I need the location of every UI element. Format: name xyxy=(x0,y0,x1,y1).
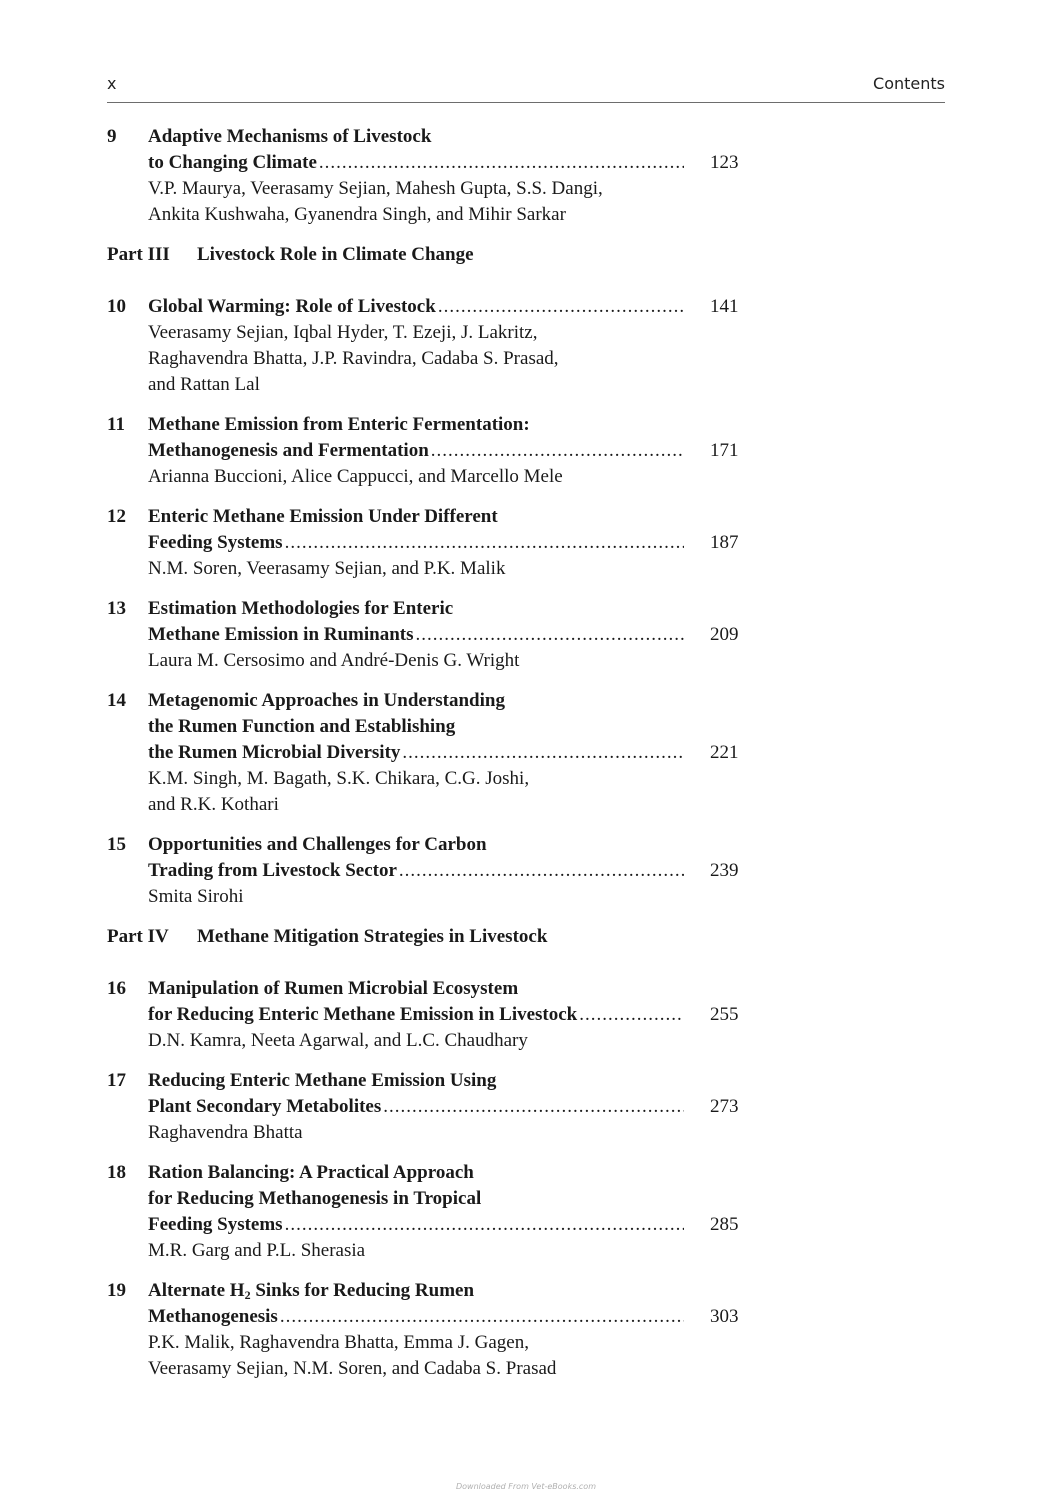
chapter-number: 12 xyxy=(107,506,126,527)
chapter-authors: D.N. Kamra, Neeta Agarwal, and L.C. Chaudhary xyxy=(148,1030,528,1051)
chapter-number: 17 xyxy=(107,1070,126,1091)
chapter-title-line: Metagenomic Approaches in Understanding xyxy=(148,690,505,711)
chapter-page: 303 xyxy=(710,1306,739,1327)
chapter-number: 16 xyxy=(107,978,126,999)
chapter-title-line: Estimation Methodologies for Enteric xyxy=(148,598,454,619)
dot-leader xyxy=(319,150,684,176)
chapter-authors: Laura M. Cersosimo and André-Denis G. Wright xyxy=(148,650,520,671)
part-label: Part IV xyxy=(107,926,169,947)
toc-entry-ch15 xyxy=(107,832,947,910)
dot-leader xyxy=(383,1094,684,1120)
toc-entry-ch12 xyxy=(107,504,947,582)
subscript: 2 xyxy=(244,1288,251,1302)
chapter-title-line: Adaptive Mechanisms of Livestock xyxy=(148,126,432,147)
chapter-title-line: Opportunities and Challenges for Carbon xyxy=(148,834,487,855)
chapter-authors: and Rattan Lal xyxy=(148,374,260,395)
toc-entry-ch14 xyxy=(107,688,947,818)
toc-entry-ch11 xyxy=(107,412,947,490)
toc-entry-ch18 xyxy=(107,1160,947,1264)
dot-leader xyxy=(416,622,684,648)
chapter-number: 18 xyxy=(107,1162,126,1183)
chapter-title-line: Global Warming: Role of Livestock xyxy=(148,296,436,317)
chapter-title-line: Ration Balancing: A Practical Approach xyxy=(148,1162,474,1183)
dot-leader xyxy=(402,740,684,766)
dot-leader xyxy=(431,438,684,464)
chapter-number: 19 xyxy=(107,1280,126,1301)
chapter-title-line: Feeding Systems xyxy=(148,1214,283,1235)
dot-leader xyxy=(438,294,684,320)
dot-leader xyxy=(579,1002,684,1028)
dot-leader xyxy=(399,858,684,884)
chapter-title-line: the Rumen Microbial Diversity xyxy=(148,742,401,763)
chapter-title-line: Manipulation of Rumen Microbial Ecosystem xyxy=(148,978,519,999)
chapter-page: 221 xyxy=(710,742,739,763)
chapter-title-line: Enteric Methane Emission Under Different xyxy=(148,506,498,527)
chapter-title-line: Trading from Livestock Sector xyxy=(148,860,397,881)
chapter-page: 255 xyxy=(710,1004,739,1025)
chapter-title-line: Methanogenesis xyxy=(148,1306,278,1327)
part-title: Livestock Role in Climate Change xyxy=(197,244,474,265)
toc-entry-ch10 xyxy=(107,294,947,398)
part-heading-3 xyxy=(107,242,947,268)
watermark-footer: Downloaded From Vet-eBooks.com xyxy=(455,1482,596,1491)
chapter-authors: Raghavendra Bhatta xyxy=(148,1122,303,1143)
chapter-page: 209 xyxy=(710,624,739,645)
running-title: Contents xyxy=(873,74,945,93)
chapter-title-line: Plant Secondary Metabolites xyxy=(148,1096,382,1117)
chapter-page: 239 xyxy=(710,860,739,881)
chapter-page: 285 xyxy=(710,1214,739,1235)
chapter-authors: Smita Sirohi xyxy=(148,886,244,907)
chapter-page: 171 xyxy=(710,440,739,461)
title-text: Sinks for Reducing Rumen xyxy=(250,1280,475,1301)
title-text: Alternate H xyxy=(148,1280,245,1301)
chapter-title-line: the Rumen Function and Establishing xyxy=(148,716,456,737)
chapter-title-line: Reducing Enteric Methane Emission Using xyxy=(148,1070,497,1091)
chapter-title-line: Methanogenesis and Fermentation xyxy=(148,440,429,461)
chapter-number: 13 xyxy=(107,598,126,619)
chapter-number: 14 xyxy=(107,690,126,711)
chapter-authors: Veerasamy Sejian, N.M. Soren, and Cadaba S. Prasad xyxy=(148,1358,557,1379)
toc-entry-ch17 xyxy=(107,1068,947,1146)
dot-leader xyxy=(285,1212,684,1238)
chapter-authors: V.P. Maurya, Veerasamy Sejian, Mahesh Gupta, S.S. Dangi, xyxy=(148,178,603,199)
chapter-number: 15 xyxy=(107,834,126,855)
chapter-number: 9 xyxy=(107,126,117,147)
chapter-title-line: Methane Emission from Enteric Fermentation: xyxy=(148,414,530,435)
chapter-title-line: Feeding Systems xyxy=(148,532,283,553)
part-title: Methane Mitigation Strategies in Livestock xyxy=(197,926,548,947)
chapter-number: 11 xyxy=(107,414,125,435)
chapter-authors: Arianna Buccioni, Alice Cappucci, and Marcello Mele xyxy=(148,466,563,487)
chapter-title-line: Methane Emission in Ruminants xyxy=(148,624,414,645)
chapter-authors: Raghavendra Bhatta, J.P. Ravindra, Cadaba S. Prasad, xyxy=(148,348,559,369)
dot-leader xyxy=(280,1304,684,1330)
chapter-page: 187 xyxy=(710,532,739,553)
chapter-title-line: for Reducing Methanogenesis in Tropical xyxy=(148,1188,482,1209)
running-header xyxy=(107,72,945,103)
page-number-roman: x xyxy=(107,74,117,93)
chapter-title-line: to Changing Climate xyxy=(148,152,317,173)
part-heading-4 xyxy=(107,924,947,950)
toc-entry-ch19 xyxy=(107,1278,947,1382)
chapter-authors: Ankita Kushwaha, Gyanendra Singh, and Mihir Sarkar xyxy=(148,204,566,225)
chapter-authors: P.K. Malik, Raghavendra Bhatta, Emma J. Gagen, xyxy=(148,1332,529,1353)
chapter-authors: N.M. Soren, Veerasamy Sejian, and P.K. Malik xyxy=(148,558,506,579)
toc-entry-ch13 xyxy=(107,596,947,674)
chapter-page: 141 xyxy=(710,296,739,317)
table-of-contents xyxy=(107,124,947,1396)
part-label: Part III xyxy=(107,244,170,265)
toc-entry-ch16 xyxy=(107,976,947,1054)
chapter-authors: Veerasamy Sejian, Iqbal Hyder, T. Ezeji, J. Lakritz, xyxy=(148,322,538,343)
chapter-authors: K.M. Singh, M. Bagath, S.K. Chikara, C.G. Joshi, xyxy=(148,768,530,789)
chapter-page: 123 xyxy=(710,152,739,173)
chapter-title-line: for Reducing Enteric Methane Emission in Livestock xyxy=(148,1004,578,1025)
chapter-authors: and R.K. Kothari xyxy=(148,794,279,815)
chapter-title-line xyxy=(148,1278,684,1304)
chapter-page: 273 xyxy=(710,1096,739,1117)
chapter-authors: M.R. Garg and P.L. Sherasia xyxy=(148,1240,366,1261)
chapter-number: 10 xyxy=(107,296,126,317)
dot-leader xyxy=(285,530,684,556)
toc-entry-ch9 xyxy=(107,124,947,228)
